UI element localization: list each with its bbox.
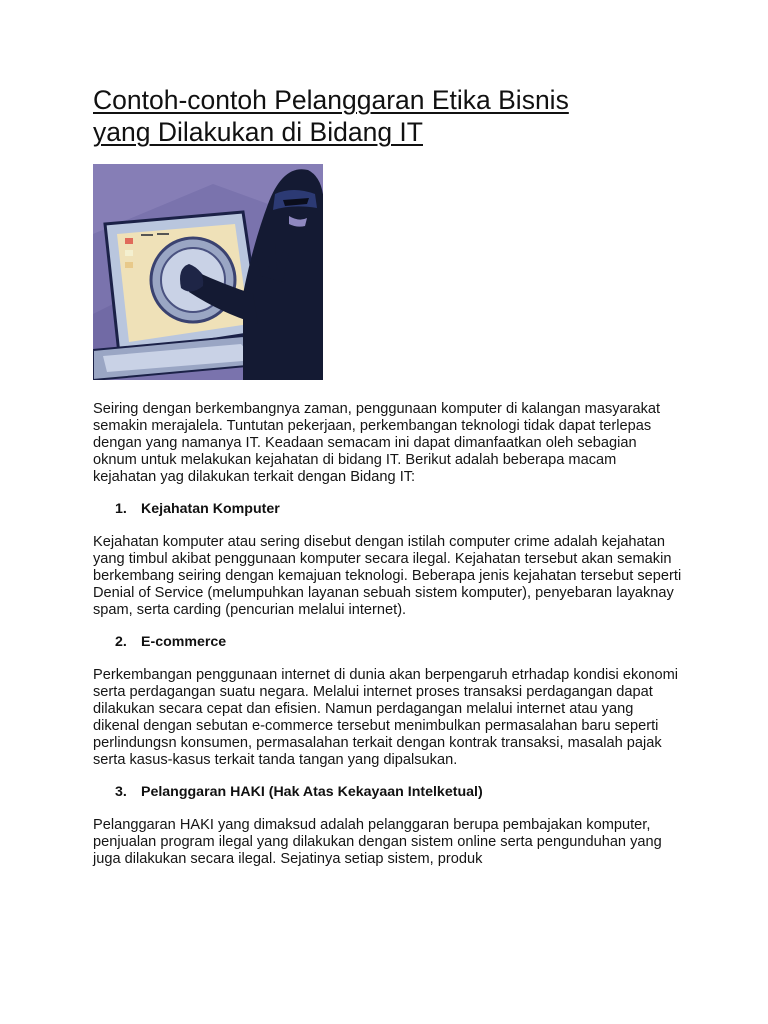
section-number-3: 3. — [115, 784, 127, 800]
section-title-3: Pelanggaran HAKI (Hak Atas Kekayaan Intelketual) — [141, 784, 483, 800]
document-title — [93, 84, 683, 148]
hacker-illustration — [93, 164, 323, 380]
section-paragraph-1: Kejahatan komputer atau sering disebut dengan istilah computer crime adalah kejahatan yang timbul akibat penggunaan komputer secara ilegal. Kejahatan tersebut akan semakin berkembang seiring dengan kemajuan teknologi. Beberapa jenis kejahatan tersebut seperti Denial of Service (melumpuhkan layanan sebuah sistem komputer), penyebaran layaknay spam, serta carding (pencurian melalui internet). — [93, 534, 682, 618]
intro-paragraph: Seiring dengan berkembangnya zaman, penggunaan komputer di kalangan masyarakat semakin merajalela. Tuntutan pekerjaan, perkembangan teknologi tidak dapat terlepas dengan yang namanya IT. Keadaan semacam ini dapat dimanfaatkan oleh sebagian oknum untuk melakukan kejahatan di bidang IT. Berikut adalah beberapa macam kejahatan yag dilakukan terkait dengan Bidang IT: — [93, 401, 661, 485]
title-line-1: Contoh-contoh Pelanggaran Etika Bisnis — [93, 85, 569, 115]
section-heading-2 — [115, 634, 683, 651]
section-paragraph-3: Pelanggaran HAKI yang dimaksud adalah pelanggaran berupa pembajakan komputer, penjualan program ilegal yang dilakukan dengan sistem online serta pengunduhan yang juga dilakukan secara ilegal. Sejatinya setiap sistem, produk — [93, 817, 662, 867]
document-page — [93, 84, 683, 868]
title-line-2: yang Dilakukan di Bidang IT — [93, 117, 423, 147]
section-paragraph-2: Perkembangan penggunaan internet di dunia akan berpengaruh etrhadap kondisi ekonomi serta perdagangan suatu negara. Melalui internet proses transaksi perdagangan dapat dilakukan secara cepat dan efisien. Namun perdagangan melalui internet atau yang dikenal dengan sebutan e-commerce tersebut menimbulkan permasalahan baru seperti perlindungsn konsumen, permasalahan terkait dengan kontrak transaksi, masalah pajak serta kasus-kasus terkait tanda tangan yang dipalsukan. — [93, 667, 678, 768]
section-heading-1 — [115, 501, 683, 518]
section-number-2: 2. — [115, 634, 127, 650]
section-number-1: 1. — [115, 501, 127, 517]
section-title-1: Kejahatan Komputer — [141, 501, 280, 517]
section-title-2: E-commerce — [141, 634, 227, 650]
section-heading-3 — [115, 784, 683, 801]
